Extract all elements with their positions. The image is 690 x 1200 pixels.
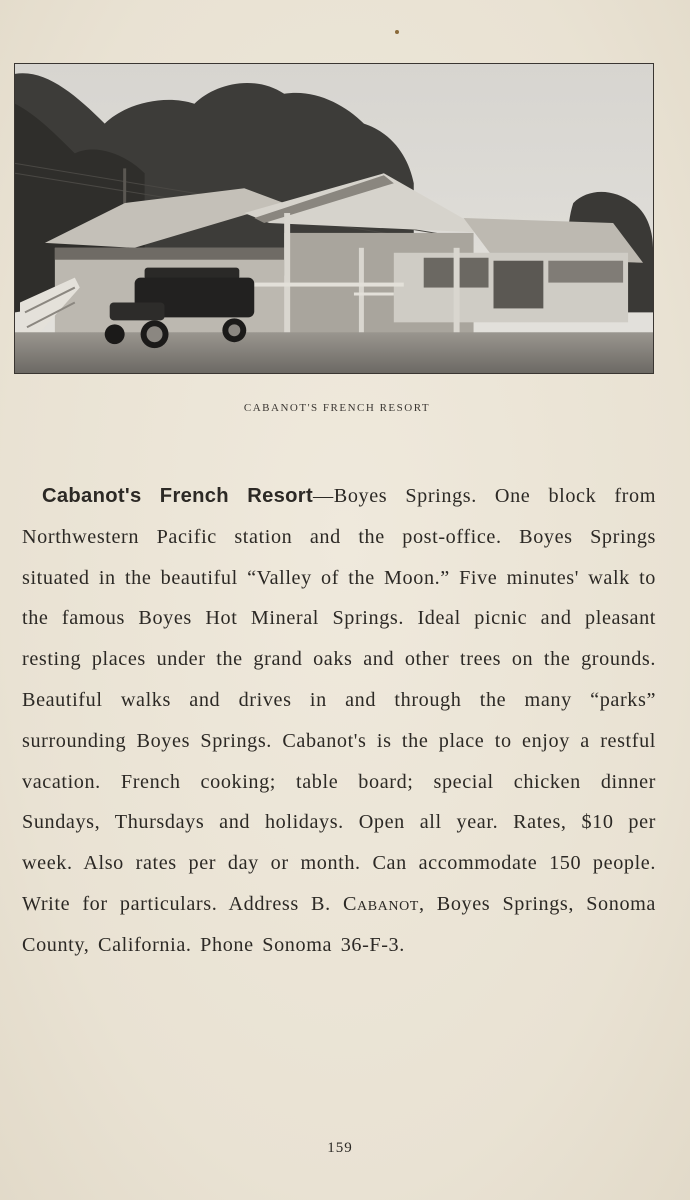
resort-photograph — [14, 63, 654, 374]
photo-caption: CABANOT'S FRENCH RESORT — [243, 402, 431, 414]
proprietor-surname: Cabanot — [342, 892, 419, 915]
resort-description — [22, 476, 656, 966]
description-text-2: , Boyes Springs, Sonoma County, California. Phone Sonoma 36-F-3. — [22, 892, 656, 956]
paper-speck — [395, 30, 399, 34]
resort-photo-illustration — [15, 64, 653, 373]
description-text-1: —Boyes Springs. One block from Northwestern Pacific station and the post-office. Boyes Springs situated in the beautiful “Valley of the Moon.” Five minutes' walk to the famous Boyes Hot Mineral Springs. Ideal picnic and pleasant resting places under the grand oaks and other trees on the grounds. Beautiful walks and drives in and through the many “parks” surrounding Boyes Springs. Cabanot's is the place to enjoy a restful vacation. French cooking; table board; special chicken dinner Sundays, Thursdays and holidays. Open all year. Rates, $10 per week. Also rates per day or month. Can accommodate 150 people. Write for particulars. Address B. — [22, 485, 656, 915]
page-number: 159 — [327, 1140, 353, 1156]
resort-name-heading: Cabanot's French Resort — [42, 485, 313, 507]
